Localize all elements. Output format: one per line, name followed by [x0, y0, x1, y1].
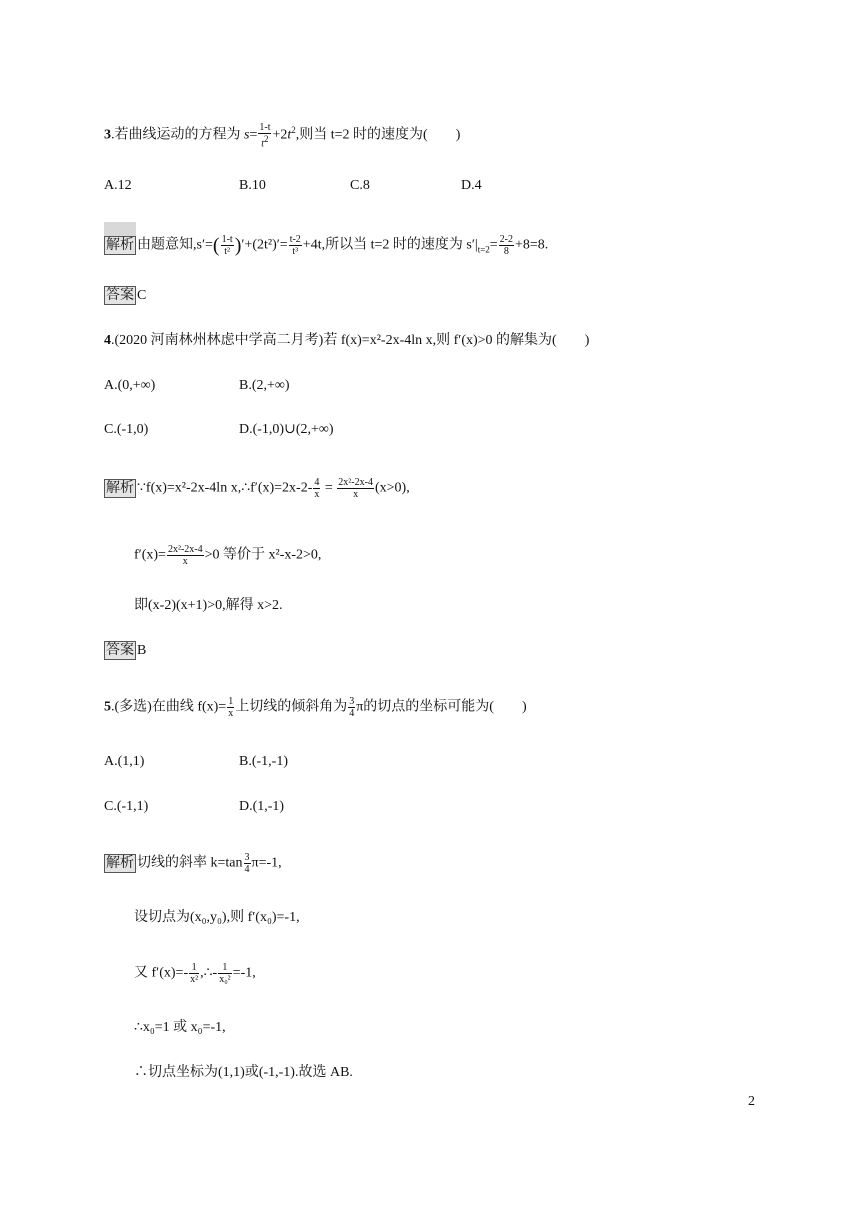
- q3-var-s: s: [244, 127, 250, 143]
- q3-analysis-rparen: ): [234, 234, 242, 257]
- q5-stem-post: π的切点的坐标可能为(: [356, 699, 494, 715]
- q5-a1-frac-den: 4: [244, 864, 250, 875]
- q3-analysis-lparen: (: [212, 234, 220, 257]
- q4-stem-text: .(2020 河南林州林虑中学高二月考)若 f(x)=x²-2x-4ln x,则 f′(x)>0 的解集为(: [111, 333, 557, 348]
- q3-analysis-frac2: [289, 234, 302, 257]
- q3-option-b: B.10: [239, 178, 266, 193]
- q3-stem: [104, 120, 460, 149]
- q4-a2-frac: [167, 544, 204, 567]
- q3-analysis-frac1: [221, 234, 234, 257]
- q5-option-b: B.(-1,-1): [239, 754, 288, 769]
- q5-frac2-num: 3: [349, 696, 355, 707]
- q3-fraction: [258, 122, 271, 149]
- q5-a3-frac1-den: x²: [190, 974, 199, 985]
- q4-a1-post: (x>0),: [374, 480, 410, 496]
- q4-a1-frac1-den: x: [314, 489, 320, 500]
- q4-a1-frac2: [337, 477, 374, 500]
- q5-option-c: C.(-1,1): [104, 799, 149, 814]
- q4-option-d: D.(-1,0)∪(2,+∞): [239, 422, 334, 437]
- q3-var-t: t: [287, 127, 292, 143]
- q3-eq: =: [249, 127, 258, 143]
- q3-close: ): [455, 127, 461, 143]
- q4-a2-frac-num: 2x²-2x-4: [167, 544, 203, 555]
- q3-frac-num: 1-t: [259, 121, 271, 133]
- q3-analysis-frac3: [499, 234, 514, 257]
- q3-analysis-frac2-num: t-2: [289, 234, 301, 245]
- q5-a3-frac2: [218, 962, 231, 985]
- q3-answer-label: 答案: [106, 288, 134, 303]
- q5-option-a: A.(1,1): [104, 754, 145, 769]
- q4-number: 4: [104, 333, 111, 348]
- q5-a3-frac1-num: 1: [189, 962, 199, 974]
- q5-a1-pre: 切线的斜率 k=tan: [137, 855, 243, 871]
- q3-option-d: D.4: [461, 178, 482, 193]
- q3-stem-post: ,则当 t=2 时的速度为(: [295, 127, 428, 143]
- q4-a2-frac-den: x: [182, 556, 188, 567]
- q5-a3-frac2-den: x₀²: [219, 974, 231, 985]
- q3-analysis-pre: 由题意知,s′=: [137, 237, 213, 253]
- q3-exp: 2: [291, 125, 296, 135]
- q5-stem-mid: 上切线的倾斜角为: [235, 699, 348, 715]
- q4-answer: [104, 641, 146, 661]
- q5-frac1-den: x: [228, 708, 234, 719]
- q5-a3-pre: 又 f′(x)=-: [134, 965, 189, 981]
- q3-analysis-frac3-num: 2-2: [499, 234, 514, 245]
- q3-stem-pre: .若曲线运动的方程为: [111, 127, 244, 143]
- q4-close: ): [584, 333, 590, 348]
- q5-analysis-line5: ∴切点坐标为(1,1)或(-1,-1).故选 AB.: [134, 1065, 353, 1080]
- q5-close: ): [521, 699, 527, 715]
- q3-analysis-frac2-den: t³: [292, 246, 299, 257]
- q3-analysis-frac1-num: 1-t: [221, 234, 233, 245]
- q4-a1-frac1: [313, 477, 320, 500]
- q3-frac-den: [258, 134, 271, 149]
- q4-a2-pre: f′(x)=: [134, 547, 166, 563]
- q5-frac2-den: 4: [349, 708, 355, 719]
- q4-stem: [104, 331, 589, 351]
- q5-analysis-line2: 设切点为(x₀,y₀),则 f′(x₀)=-1,: [134, 910, 300, 925]
- q3-option-a: A.12: [104, 178, 132, 193]
- q3-analysis-frac1-den: t²: [224, 246, 231, 257]
- q4-a1-frac2-num: 2x²-2x-4: [338, 477, 373, 488]
- q3-analysis-mid: ′+(2t²)′=: [241, 237, 288, 253]
- q4-analysis-line1: [104, 477, 410, 500]
- page-number: 2: [748, 1094, 755, 1109]
- q5-analysis-line4: ∴x₀=1 或 x₀=-1,: [134, 1020, 226, 1035]
- q3-answer: [104, 286, 146, 306]
- q4-option-a: A.(0,+∞): [104, 378, 156, 393]
- q5-number: 5: [104, 699, 111, 715]
- q5-a1-post: π=-1,: [251, 855, 282, 871]
- q3-frac-den-exp: 2: [264, 133, 269, 144]
- q3-analysis-label: 解析: [106, 237, 134, 253]
- q3-number: 3: [104, 127, 111, 143]
- q4-a1-pre: ∵f(x)=x²-2x-4ln x,∴f′(x)=2x-2-: [137, 480, 313, 496]
- q3-plus: +2: [272, 127, 288, 143]
- q5-analysis-label: 解析: [106, 855, 134, 871]
- q5-a3-post: =-1,: [232, 965, 256, 981]
- q5-analysis-line3: [134, 962, 256, 985]
- q4-answer-value: B: [137, 643, 147, 658]
- q4-option-b: B.(2,+∞): [239, 378, 290, 393]
- q4-a1-frac2-den: x: [353, 489, 359, 500]
- q3-analysis-sub: t=2: [477, 244, 490, 255]
- q3-analysis-frac3-den: 8: [503, 246, 509, 257]
- q5-a3-mid: ,∴-: [200, 965, 218, 981]
- q4-analysis-label: 解析: [106, 480, 134, 496]
- q5-frac1: [227, 696, 234, 719]
- q3-analysis-eq: =: [489, 237, 498, 253]
- q3-option-c: C.8: [350, 178, 370, 193]
- q3-frac-den-t: t: [261, 138, 265, 150]
- q5-analysis-line1: [104, 852, 282, 875]
- q5-a1-frac: [244, 852, 251, 875]
- q5-frac1-num: 1: [228, 696, 234, 707]
- q3-answer-value: C: [137, 288, 147, 303]
- q4-a1-frac1-num: 4: [314, 477, 320, 488]
- q4-option-c: C.(-1,0): [104, 422, 149, 437]
- q5-stem-pre: .(多选)在曲线 f(x)=: [111, 699, 227, 715]
- q5-frac2: [348, 696, 355, 719]
- q3-analysis-after: +4t,所以当 t=2 时的速度为 s′|: [302, 237, 478, 253]
- q5-a3-frac1: [189, 962, 199, 985]
- q5-stem: [104, 696, 527, 719]
- q5-a1-frac-num: 3: [244, 852, 250, 863]
- q3-analysis-end: +8=8.: [515, 237, 549, 253]
- q3-analysis: [104, 234, 548, 260]
- q4-a2-post: >0 等价于 x²-x-2>0,: [204, 547, 322, 563]
- q5-a3-frac2-num: 1: [218, 962, 231, 974]
- q4-analysis-line2: [134, 544, 321, 567]
- q4-a1-eq: =: [321, 480, 337, 496]
- q4-analysis-line3: 即(x-2)(x+1)>0,解得 x>2.: [134, 598, 283, 613]
- q4-answer-label: 答案: [106, 643, 134, 658]
- q5-option-d: D.(1,-1): [239, 799, 285, 814]
